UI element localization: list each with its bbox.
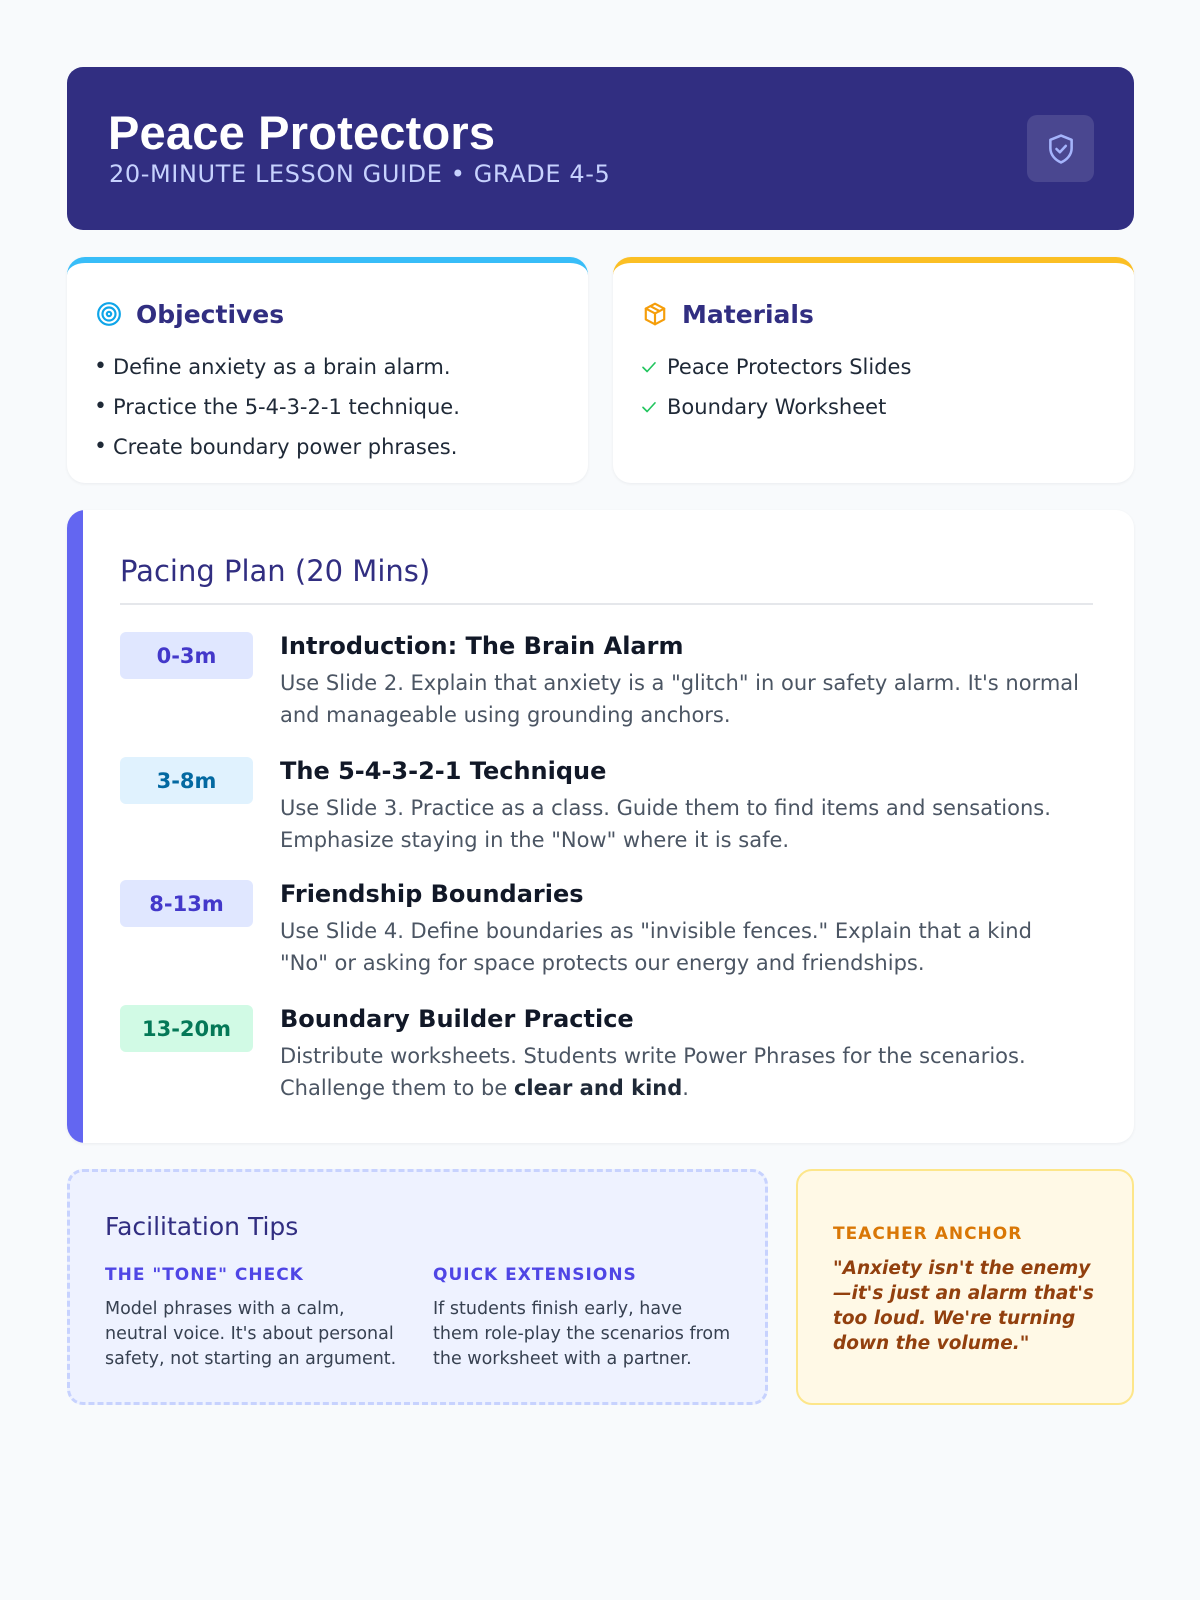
target-icon — [95, 300, 123, 328]
step-title: Boundary Builder Practice — [280, 1005, 634, 1033]
facilitation-tips-card — [67, 1169, 768, 1405]
anchor-heading: TEACHER ANCHOR — [833, 1224, 1023, 1244]
time-badge: 3-8m — [120, 757, 253, 804]
step-description: Use Slide 2. Explain that anxiety is a "glitch" in our safety alarm. It's normal and manageable using grounding anchors. — [280, 671, 1079, 727]
step-title: Friendship Boundaries — [280, 880, 584, 908]
materials-header — [641, 299, 814, 329]
step-title: Introduction: The Brain Alarm — [280, 632, 684, 660]
check-icon — [640, 398, 667, 416]
divider — [120, 603, 1093, 605]
anchor-quote: "Anxiety isn't the enemy—it's just an alarm that's too loud. We're turning down the volume." — [833, 1258, 1094, 1354]
materials-title: Materials — [682, 299, 814, 329]
step-description: Distribute worksheets. Students write Power Phrases for the scenarios. Challenge them to be clear and kind. — [280, 1044, 1026, 1100]
bullet-icon: • — [94, 394, 107, 419]
check-icon — [640, 358, 667, 376]
time-badge: 13-20m — [120, 1005, 253, 1052]
materials-list — [640, 347, 911, 427]
list-item: Peace Protectors Slides — [640, 347, 911, 387]
teacher-anchor-card — [796, 1169, 1134, 1405]
list-item: • Practice the 5-4-3-2-1 technique. — [94, 387, 460, 427]
time-badge: 0-3m — [120, 632, 253, 679]
box-icon — [641, 300, 669, 328]
pacing-plan-card — [67, 510, 1134, 1143]
objectives-header — [95, 299, 284, 329]
header-banner — [67, 67, 1134, 230]
tips-title: Facilitation Tips — [105, 1212, 299, 1241]
pacing-title: Pacing Plan (20 Mins) — [120, 554, 431, 588]
time-badge: 8-13m — [120, 880, 253, 927]
tip-text: Model phrases with a calm, neutral voice. It's about personal safety, not starting an argument. — [105, 1299, 397, 1369]
list-item: • Define anxiety as a brain alarm. — [94, 347, 460, 387]
step-title: The 5-4-3-2-1 Technique — [280, 757, 607, 785]
tip-column — [433, 1265, 733, 1372]
accent-bar — [67, 510, 83, 1143]
tip-column — [105, 1265, 405, 1372]
page-subtitle: 20-MINUTE LESSON GUIDE • GRADE 4-5 — [109, 160, 611, 188]
step-description: Use Slide 3. Practice as a class. Guide them to find items and sensations. Emphasize staying in the "Now" where it is safe. — [280, 796, 1051, 852]
tip-text: If students finish early, have them role-play the scenarios from the worksheet with a partner. — [433, 1299, 731, 1369]
list-item: Boundary Worksheet — [640, 387, 911, 427]
emphasis-text: clear and kind — [513, 1076, 683, 1100]
objectives-list — [94, 347, 460, 467]
materials-card — [613, 257, 1134, 483]
objectives-card — [67, 257, 588, 483]
tip-heading: THE "TONE" CHECK — [105, 1265, 304, 1285]
list-item: • Create boundary power phrases. — [94, 427, 460, 467]
objectives-title: Objectives — [136, 299, 285, 329]
shield-check-icon — [1027, 115, 1094, 182]
step-description: Use Slide 4. Define boundaries as "invisible fences." Explain that a kind "No" or asking for space protects our energy and friendships. — [280, 919, 1032, 975]
tip-heading: QUICK EXTENSIONS — [433, 1265, 637, 1285]
page-title: Peace Protectors — [108, 106, 496, 159]
bullet-icon: • — [94, 354, 107, 379]
bullet-icon: • — [94, 434, 107, 459]
